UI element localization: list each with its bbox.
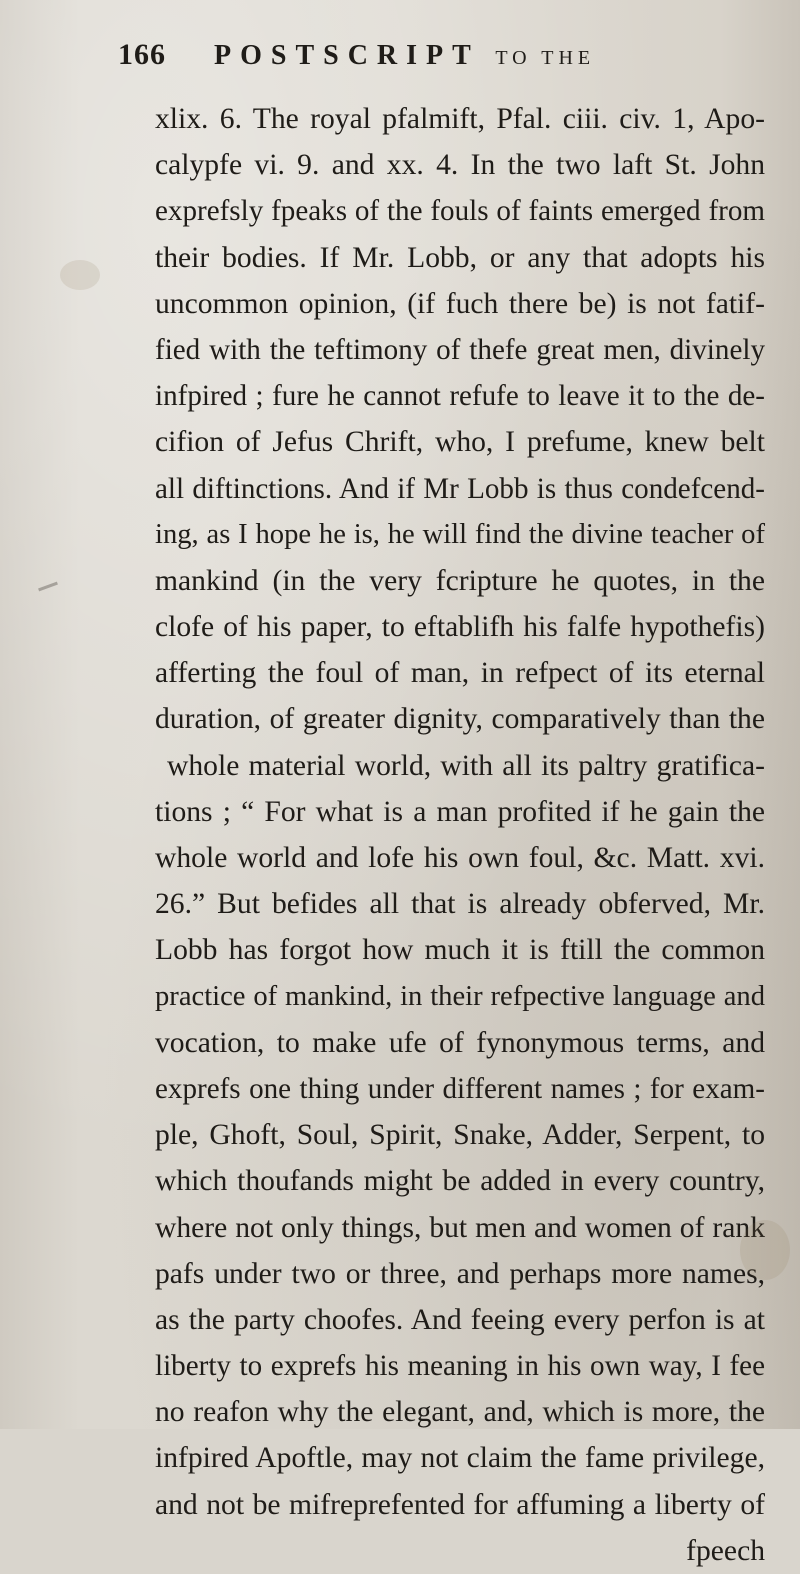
text-line: whole world and lofe his own foul, &c. Matt. xvi. (155, 842, 765, 874)
text-line: ple, Ghoft, Soul, Spirit, Snake, Adder, Serpent, to (155, 1119, 765, 1152)
margin-mark (38, 582, 58, 592)
text-line: exprefs one thing under different names ; for exam- (155, 1072, 765, 1105)
text-line: 26.” But befides all that is already obferved, Mr. (155, 888, 765, 921)
text-line: clofe of his paper, to eftablifh his falfe hypothefis) (155, 611, 765, 644)
text-line: exprefsly fpeaks of the fouls of faints emerged from (155, 195, 765, 228)
page-header (118, 38, 730, 82)
text-line: as the party choofes. And feeing every perfon is at (155, 1303, 765, 1336)
text-line: cifion of Jefus Chrift, who, I prefume, knew belt (155, 426, 765, 459)
catchword: fpeech (686, 1534, 765, 1567)
page-number: 166 (118, 38, 166, 71)
text-line: all diftinctions. And if Mr Lobb is thus condefcend- (155, 472, 765, 505)
text-line: liberty to exprefs his meaning in his own way, I fee (155, 1350, 765, 1383)
text-line: xlix. 6. The royal pfalmift, Pfal. ciii. civ. 1, Apo- (155, 103, 765, 135)
text-line: duration, of greater dignity, comparatively than the (155, 703, 765, 736)
text-line: afferting the foul of man, in refpect of its eternal (155, 657, 765, 690)
running-head-small: TO THE (495, 47, 596, 69)
text-line: fied with the teftimony of thefe great men, divinely (155, 333, 765, 366)
text-line: tions ; “ For what is a man profited if he gain the (155, 795, 765, 828)
paper-stain (60, 260, 100, 290)
text-line: Lobb has forgot how much it is ftill the common (155, 934, 765, 967)
text-line: their bodies. If Mr. Lobb, or any that adopts his (155, 241, 765, 274)
text-line: which thoufands might be added in every country, (155, 1165, 765, 1198)
running-head (214, 40, 595, 72)
text-line: practice of mankind, in their refpective language and (155, 980, 765, 1012)
paper-stain (740, 1220, 790, 1280)
text-line: whole material world, with all its paltry gratifica- (167, 749, 765, 782)
text-line: ing, as I hope he is, he will find the divine teacher of (155, 518, 765, 550)
text-line: where not only things, but men and women of rank (155, 1211, 765, 1244)
running-head-main: POSTSCRIPT (214, 40, 480, 71)
text-line: infpired Apoftle, may not claim the fame privilege, (155, 1442, 765, 1475)
text-line: calypfe vi. 9. and xx. 4. In the two laft St. John (155, 149, 765, 182)
body-text (155, 96, 765, 1574)
text-line: no reafon why the elegant, and, which is more, the (155, 1396, 765, 1429)
text-line: and not be mifreprefented for affuming a liberty of (155, 1488, 765, 1521)
text-line: pafs under two or three, and perhaps more names, (155, 1257, 765, 1290)
text-line: mankind (in the very fcripture he quotes, in the (155, 564, 765, 597)
text-line: vocation, to make ufe of fynonymous terms, and (155, 1026, 765, 1059)
text-line: uncommon opinion, (if fuch there be) is not fatif- (155, 287, 765, 320)
text-line: infpired ; fure he cannot refufe to leave it to the de- (155, 380, 765, 413)
